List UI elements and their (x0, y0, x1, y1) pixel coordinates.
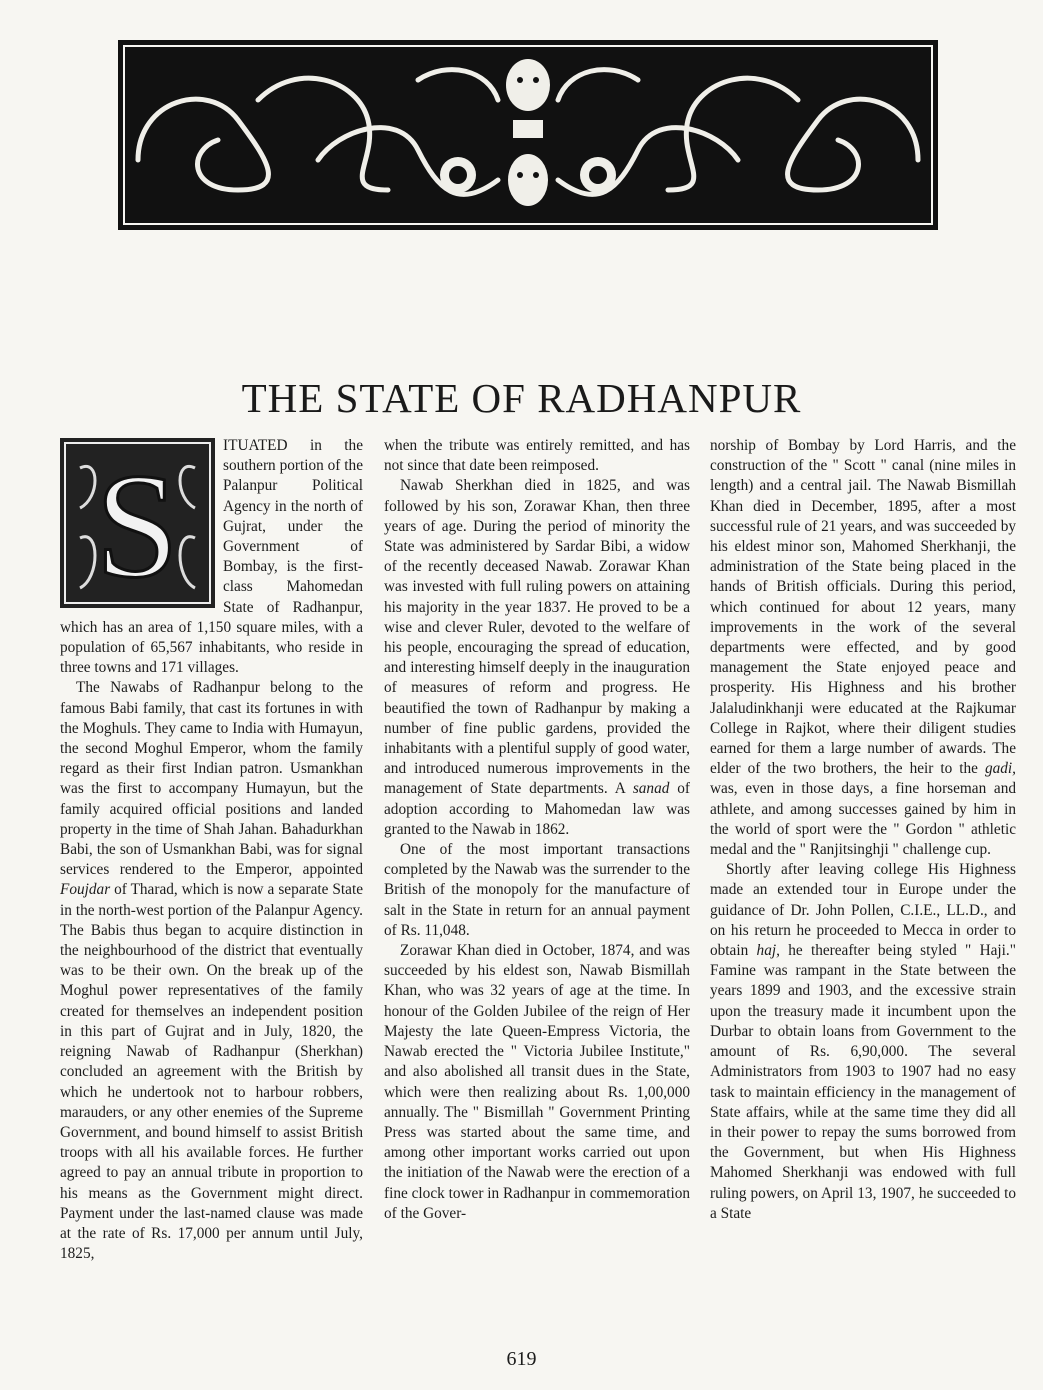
paragraph: when the tribute was entirely remitted, and has not since that date been reimposed. (384, 437, 690, 475)
text-column-3 (710, 436, 1016, 1224)
paragraph: norship of Bombay by Lord Harris, and the construction of the " Scott " canal (nine miles in length) and a central jail. The Nawab Bismillah Khan died in December, 1895, after a most successful rule of 21 years, and was succeeded by his eldest minor son, Mahomed Sherkhanji, the administration of the State being placed in the hands of British officials. During this period, which continued for about 12 years, many improvements in the work of the several departments were effected, and by good management the State enjoyed peace and prosperity. His Highness and his brother Jalaludinkhanji were educated at the Rajkumar College in Rajkot, where their diligent studies earned for them a large number of awards. The elder of the two brothers, the heir to the gadi, was, even in those days, a fine horseman and athlete, and among successes gained by him in the world of sport were the " Gordon " athletic medal and the " Ranjitsinghji " challenge cup. (710, 437, 1016, 859)
paragraph: Nawab Sherkhan died in 1825, and was followed by his son, Zorawar Khan, then three years of age. During the period of minority the State was administered by Sardar Bibi, a widow of the recently deceased Nawab. Zorawar Khan was invested with full ruling powers on attaining his majority in the year 1837. He proved to be a wise and clever Ruler, devoted to the welfare of his people, encouraging the spread of education, and interesting himself deeply in the inauguration of measures of reform and progress. He beautified the town of Radhanpur by making a number of fine public gardens, provided the inhabitants with a plentiful supply of good water, and introduced numerous improvements in the management of State departments. A sanad of adoption according to Mahomedan law was granted to the Nawab in 1862. (384, 477, 690, 838)
svg-text:S: S (95, 443, 179, 608)
ornamental-header-banner (118, 40, 938, 230)
paragraph: The Nawabs of Radhanpur belong to the famous Babi family, that cast its fortunes in with the Moghuls. They came to India with Humayun, the second Moghul Emperor, whom the family regard as their first Indian patron. Usmankhan was the first to accompany Humayun, but the family acquired official positions and landed property in the time of Shah Jahan. Bahadurkhan Babi, the son of Usmankhan Babi, was for signal services rendered to the Emperor, appointed Foujdar of Tharad, which is now a separate State in the north-west portion of the Palanpur Agency. The Babis thus began to acquire distinction in the neighbourhood of the district that eventually was to be their own. On the break up of the Moghul power representatives of the family created for themselves an independent position in this part of Gujrat and in July, 1820, the reigning Nawab of Radhanpur (Sherkhan) concluded an agreement with the British by which he undertook not to harbour robbers, marauders, or any other enemies of the Supreme Government, and bound himself to assist British troops with all his available forces. He further agreed to pay an annual tribute in proportion to his means as the Government might direct. Payment under the last-named clause was made at the rate of Rs. 17,000 per annum until July, 1825, (60, 679, 363, 1263)
page-title: THE STATE OF RADHANPUR (241, 375, 802, 421)
paragraph: Zorawar Khan died in October, 1874, and was succeeded by his eldest son, Nawab Bismillah Khan, who was 32 years of age at the time. In honour of the Golden Jubilee of the reign of Her Majesty the late Queen-Empress Victoria, the Nawab erected the " Victoria Jubilee Institute," and also abolished all transit dues in the State, which were then realizing about Rs. 1,00,000 annually. The " Bismillah " Government Printing Press was started about the same time, and among other important works carried out upon the initiation of the Nawab were the erection of a fine clock tower in Radhanpur in commemoration of the Gover- (384, 942, 690, 1222)
paragraph: Shortly after leaving college His Highness made an extended tour in Europe under the guidance of Dr. John Pollen, C.I.E., LL.D., and on his return he proceeded to Mecca in order to obtain haj, he thereafter being styled " Haji." Famine was rampant in the State between the years 1899 and 1903, and the excessive strain upon the treasury made it incumbent upon the Durbar to obtain loans from Government to the amount of Rs. 6,90,000. The several Administrators from 1903 to 1907 had no easy task to maintain efficiency in the management of State affairs, while at the same time they did all in their power to repay the sums borrowed from the Government, but when His Highness Mahomed Sherkhanji was endowed with full ruling powers, on April 13, 1907, he succeeded to a State (710, 861, 1016, 1222)
ornamental-dropcap-s (60, 438, 215, 608)
text-column-2 (384, 436, 690, 1224)
text-column-1 (60, 436, 363, 1264)
paragraph: One of the most important transactions completed by the Nawab was the surrender to the British of the monopoly for the manufacture of salt in the State in return for an annual payment of Rs. 11,048. (384, 841, 690, 939)
paragraph: S ITUATED in the southern portion of the Palanpur Political Agency in the north of Gujrat, under the Government of Bombay, is the first-class Mahomedan State of Radhanpur, which has an area of 1,150 square miles, with a population of 65,567 inhabitants, who reside in three towns and 171 villages. (60, 437, 363, 677)
page-number: 619 (506, 1348, 537, 1370)
